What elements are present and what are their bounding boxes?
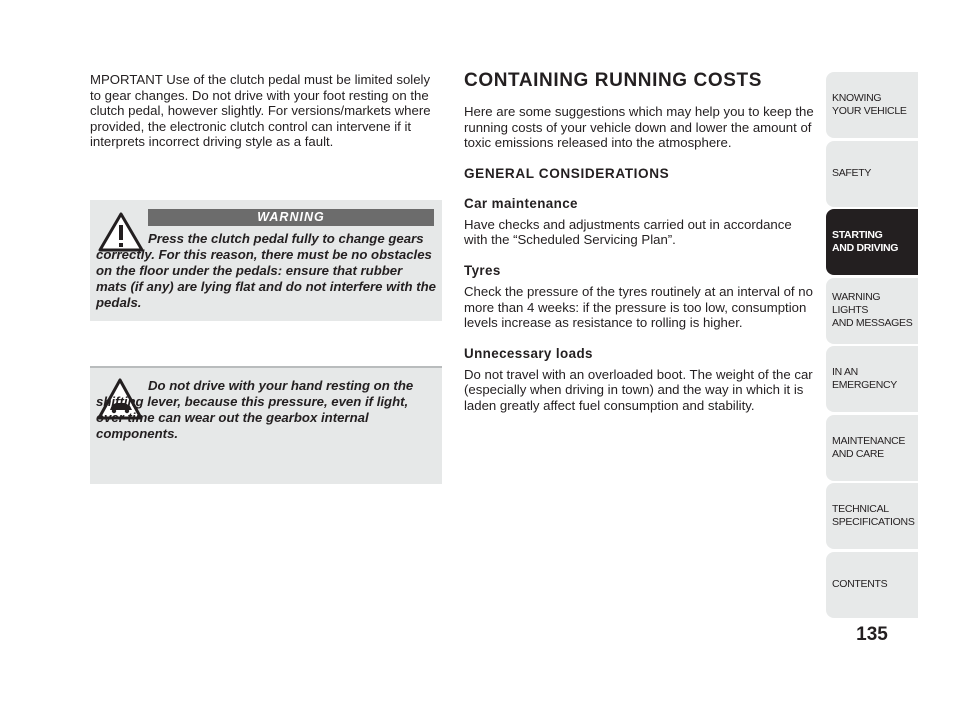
right-column <box>464 70 814 429</box>
general-considerations-heading: GENERAL CONSIDERATIONS <box>464 165 670 181</box>
tyres-text: Check the pressure of the tyres routinely at an interval of no more than 4 weeks: if the pressure is too low, consumption levels increase as resistance to rolling is higher. <box>464 283 813 331</box>
tab-label: WARNING LIGHTS AND MESSAGES <box>832 291 913 329</box>
tyres-heading: Tyres <box>464 262 501 278</box>
tab-maintenance-and-care[interactable] <box>826 415 918 481</box>
tab-warning-lights[interactable] <box>826 278 918 344</box>
left-column <box>90 72 442 150</box>
tab-starting-and-driving[interactable] <box>826 209 918 275</box>
section-title: CONTAINING RUNNING COSTS <box>464 70 762 91</box>
note-text: Do not drive with your hand resting on the shifting lever, because this pressure, even if light, over time can wear out the gearbox internal components. <box>96 378 414 441</box>
note-box <box>90 366 442 484</box>
page-number: 135 <box>856 624 888 645</box>
warning-text: Press the clutch pedal fully to change gears correctly. For this reason, there must be no obstacles on the floor under the pedals: ensure that rubber mats (if any) are lying flat and do not interfere with the pedals. <box>96 231 436 310</box>
tab-contents[interactable] <box>826 552 918 618</box>
tab-knowing-your-vehicle[interactable] <box>826 72 918 138</box>
warning-header: WARNING <box>148 209 434 226</box>
section-intro: Here are some suggestions which may help you to keep the running costs of your vehicle down and lower the amount of toxic emissions released into the atmosphere. <box>464 104 814 151</box>
warning-box <box>90 200 442 321</box>
tab-label: MAINTENANCE AND CARE <box>832 434 906 460</box>
car-maintenance-text: Have checks and adjustments carried out in accordance with the “Scheduled Servicing Plan”. <box>464 216 792 248</box>
unnecessary-loads-heading: Unnecessary loads <box>464 345 593 361</box>
tab-label: IN AN EMERGENCY <box>832 366 897 391</box>
tab-in-an-emergency[interactable] <box>826 346 918 412</box>
tab-safety[interactable] <box>826 141 918 207</box>
car-maintenance-heading: Car maintenance <box>464 195 578 211</box>
tab-label: TECHNICAL SPECIFICATIONS <box>832 503 915 528</box>
clutch-intro-text: MPORTANT Use of the clutch pedal must be limited solely to gear changes. Do not drive with your foot resting on the clutch pedal, however slightly. For versions/markets where provided, the electronic clutch control can intervene if it interprets incorrect driving style as a fault. <box>90 72 431 150</box>
tab-label: KNOWING YOUR VEHICLE <box>832 92 907 117</box>
chapter-tabs <box>826 72 918 620</box>
tab-label: CONTENTS <box>832 578 888 590</box>
tab-label: STARTING AND DRIVING <box>832 229 899 254</box>
tab-label: SAFETY <box>832 167 872 179</box>
unnecessary-loads-text: Do not travel with an overloaded boot. The weight of the car (especially when driving in town) and the way in which it is laden greatly affect fuel consumption and stability. <box>464 366 813 413</box>
tab-technical-specifications[interactable] <box>826 483 918 549</box>
